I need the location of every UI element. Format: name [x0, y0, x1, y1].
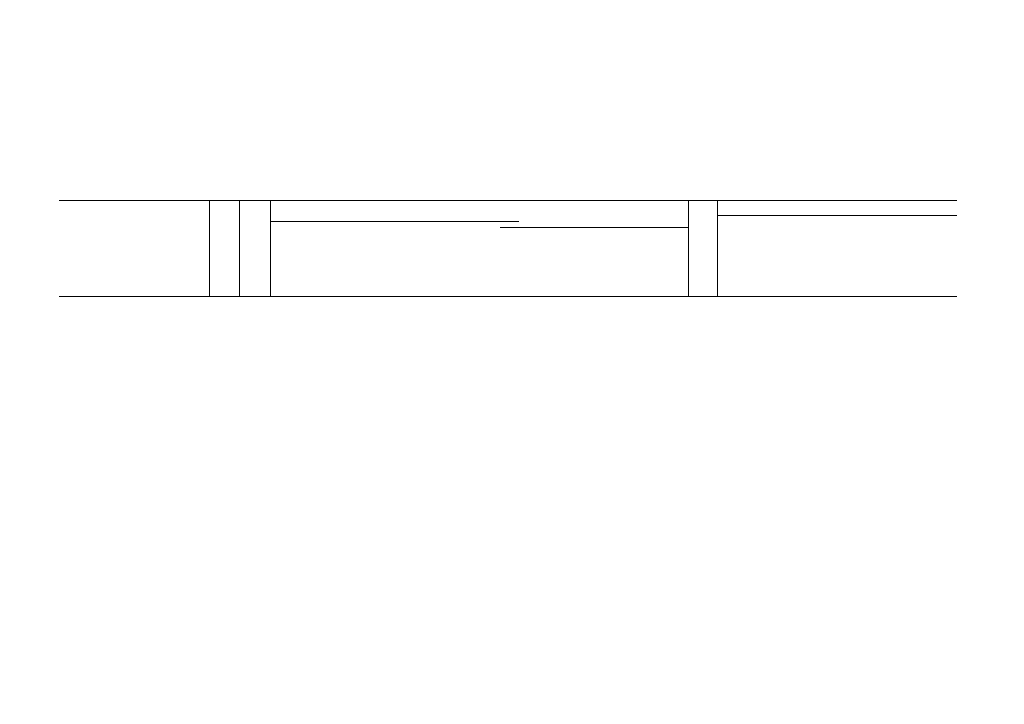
header-divider — [239, 201, 240, 296]
header-divider — [688, 201, 689, 296]
header-rule — [717, 215, 957, 216]
header-divider — [270, 201, 271, 296]
header-divider — [209, 201, 210, 296]
right-table-header — [500, 200, 957, 297]
header-rule — [270, 221, 519, 222]
header-rule — [500, 227, 688, 228]
left-table-header — [59, 200, 519, 297]
